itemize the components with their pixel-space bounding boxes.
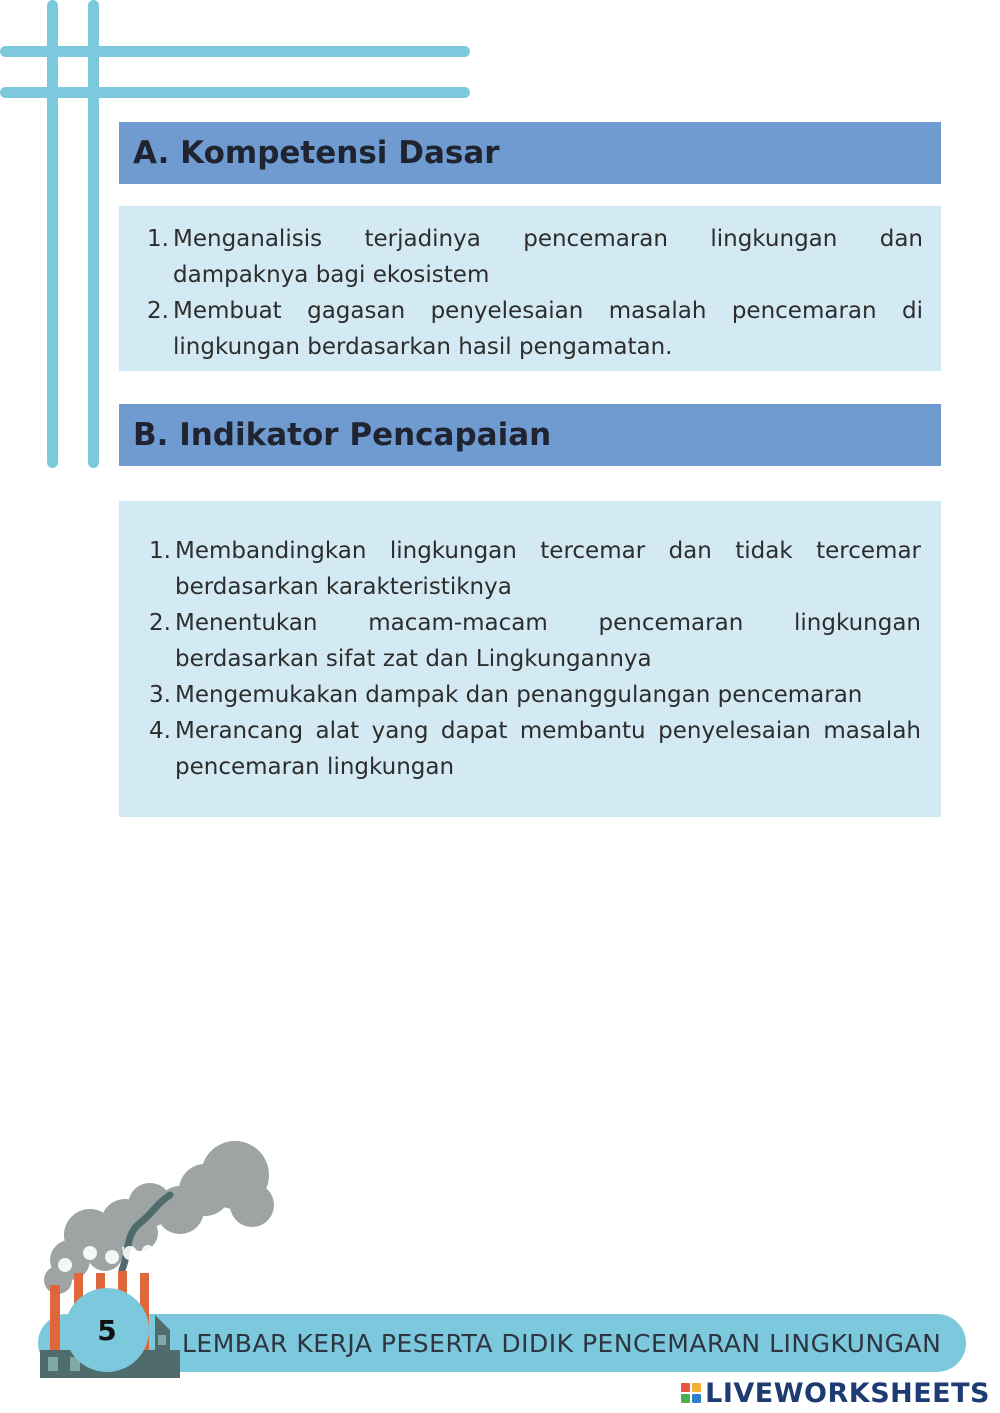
section-b-header [119,404,941,466]
list-item-number: 2. [147,298,169,324]
list-item [149,713,921,785]
list-item-text: Menentukan macam-macam pencemaran lingkungan berdasarkan sifat zat dan Lingkungannya [175,610,921,672]
list-item [147,293,923,365]
section-b-box [119,501,941,817]
deco-vertical-line-2 [88,0,99,468]
page-number: 5 [97,1313,117,1347]
section-a-title: A. Kompetensi Dasar [133,135,500,171]
list-item [149,605,921,677]
deco-horizontal-line-1 [0,46,470,57]
section-b-list [149,533,921,785]
list-item-text: Membuat gagasan penyelesaian masalah pencemaran di lingkungan berdasarkan hasil pengamatan. [173,298,923,360]
section-b-title: B. Indikator Pencapaian [133,417,552,453]
brand-watermark [681,1376,990,1410]
brand-name: LIVEWORKSHEETS [705,1377,990,1409]
list-item-text: Membandingkan lingkungan tercemar dan tidak tercemar berdasarkan karakteristiknya [175,538,921,600]
list-item-number: 1. [147,226,169,252]
list-item-number: 2. [149,610,171,636]
list-item-number: 3. [149,682,171,708]
list-item [149,677,921,713]
section-a-header [119,122,941,184]
list-item [147,221,923,293]
deco-horizontal-line-2 [0,87,470,98]
list-item-number: 4. [149,718,171,744]
list-item-text: Merancang alat yang dapat membantu penyelesaian masalah pencemaran lingkungan [175,718,921,780]
list-item-text: Menganalisis terjadinya pencemaran lingkungan dan dampaknya bagi ekosistem [173,226,923,288]
page-number-badge [65,1288,149,1372]
liveworksheets-logo-icon [681,1383,701,1403]
list-item-text: Mengemukakan dampak dan penanggulangan pencemaran [175,682,863,708]
list-item [149,533,921,605]
footer-title: LEMBAR KERJA PESERTA DIDIK PENCEMARAN LINGKUNGAN [182,1328,942,1358]
deco-vertical-line-1 [47,0,58,468]
section-a-box [119,206,941,371]
list-item-number: 1. [149,538,171,564]
section-a-list [147,221,923,365]
